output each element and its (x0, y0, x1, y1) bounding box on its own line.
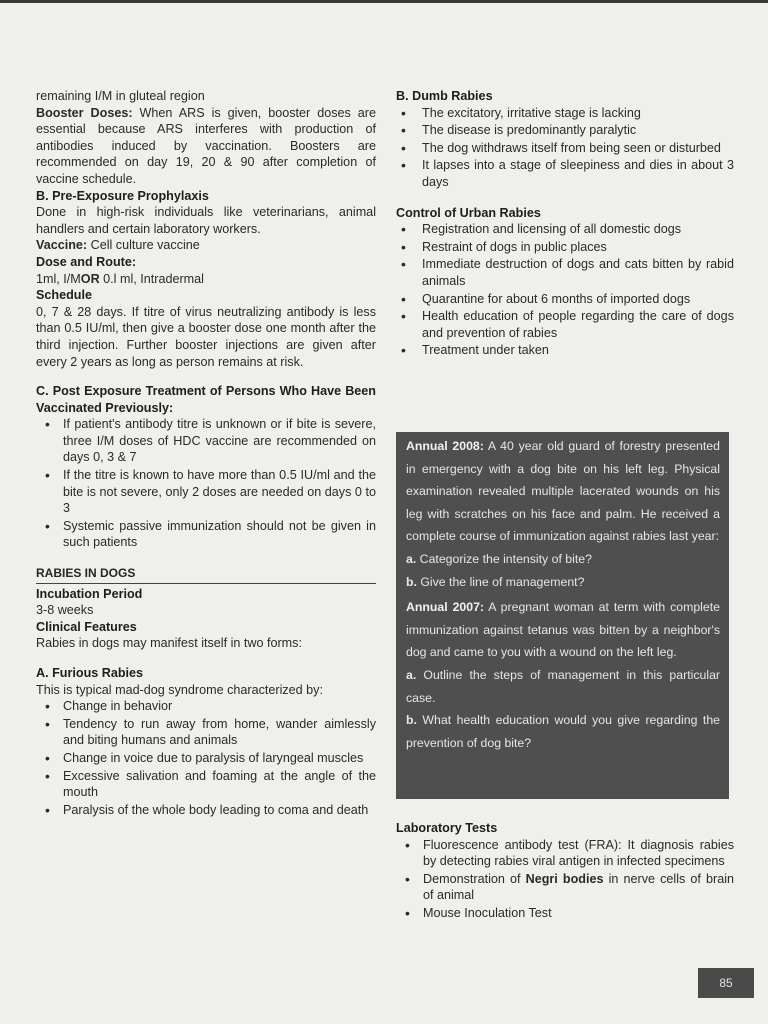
booster-paragraph (36, 105, 376, 188)
list-item: • Excessive salivation and foaming at the angle of the mouth (36, 768, 376, 801)
post-exposure-list (36, 416, 376, 551)
lab-tests-list (396, 837, 734, 922)
control-heading: Control of Urban Rabies (396, 205, 541, 220)
list-item: • Systemic passive immunization should not be given in such patients (36, 518, 376, 551)
rabies-dogs-section-title: RABIES IN DOGS (36, 565, 376, 584)
furious-list (36, 698, 376, 818)
vaccine-text: Cell culture vaccine (87, 238, 200, 253)
top-rule (0, 0, 768, 3)
list-item: • The disease is predominantly paralytic (396, 122, 734, 139)
subquestion-label: a. (406, 551, 417, 566)
furious-text: This is typical mad-dog syndrome characterized by: (36, 682, 323, 697)
schedule-heading: Schedule (36, 288, 92, 303)
booster-text: When ARS is given, booster doses are essential because ARS interferes with production of antibodies induced by vaccination. Boosters are recommended on day 19, 20 & 90 after completion of vaccine schedule. (36, 105, 377, 186)
subquestion-label: b. (406, 574, 417, 589)
list-item: • Tendency to run away from home, wander aimlessly and biting humans and animals (36, 716, 376, 749)
subquestion-text: Outline the steps of management in this particular case. (406, 667, 720, 705)
subquestion-label: b. (406, 713, 417, 728)
booster-label: Booster Doses: (36, 105, 133, 120)
post-exposure-heading: C. Post Exposure Treatment of Persons Who Have Been Vaccinated Previously: (36, 384, 376, 415)
list-item: • The dog withdraws itself from being seen or disturbed (396, 140, 734, 157)
list-item: • If patient's antibody titre is unknown or if bite is severe, three I/M doses of HDC vaccine are recommended on days 0, 3 & 7 (36, 416, 376, 466)
question-2008-b (406, 571, 720, 594)
subquestion-text: Give the line of management? (416, 574, 585, 589)
list-item: • Restraint of dogs in public places (396, 239, 734, 256)
left-column (36, 88, 376, 819)
negri-post: in nerve cells of brain of animal (423, 871, 734, 903)
question-year: Annual 2008: (406, 439, 484, 453)
list-item: • Fluorescence antibody test (FRA): It diagnosis rabies by detecting rabies viral antigen in infected specimens (396, 837, 734, 870)
subquestion-text: Categorize the intensity of bite? (416, 551, 592, 566)
clinical-heading: Clinical Features (36, 619, 137, 634)
list-item: • Mouse Inoculation Test (396, 905, 734, 922)
list-item: • Immediate destruction of dogs and cats bitten by rabid animals (396, 256, 734, 289)
question-2007 (406, 596, 720, 664)
question-2007-b (406, 709, 720, 754)
dose-heading: Dose and Route: (36, 254, 137, 269)
list-item: • The excitatory, irritative stage is lacking (396, 105, 734, 122)
dose-text (36, 271, 376, 288)
furious-heading: A. Furious Rabies (36, 666, 144, 680)
question-2008 (406, 435, 720, 548)
list-item: • If the titre is known to have more than 0.5 IU/ml and the bite is not severe, only 2 doses are needed on days 0 to 3 (36, 467, 376, 517)
dose-id: 0.l ml, Intradermal (99, 271, 204, 286)
schedule-text: 0, 7 & 28 days. If titre of virus neutralizing antibody is less than 0.5 IU/ml, then give a booster dose one month after the third injection. Further booster injections are given after every 2 years as long as person remains at risk. (36, 304, 376, 369)
dumb-rabies-list (396, 105, 734, 191)
subquestion-label: a. (406, 667, 417, 682)
pre-exposure-heading: B. Pre-Exposure Prophylaxis (36, 188, 209, 203)
exam-question-box (396, 432, 729, 799)
question-text: A pregnant woman at term with complete immunization against tetanus was bitten by a neighbor's dog and came to you with a wound on the left leg. (406, 600, 720, 660)
vaccine-line (36, 237, 376, 254)
dose-im: 1ml, I/M (36, 271, 81, 286)
subquestion-text: What health education would you give regarding the prevention of dog bite? (406, 713, 720, 750)
question-2007-a (406, 664, 720, 709)
page-number: 85 (698, 968, 754, 998)
incubation-heading: Incubation Period (36, 586, 143, 601)
right-column (396, 88, 734, 360)
list-item: • Health education of people regarding the care of dogs and prevention of rabies (396, 308, 734, 341)
incubation-text: 3-8 weeks (36, 603, 94, 618)
lab-tests-section (396, 820, 734, 923)
list-item: • Change in behavior (36, 698, 376, 715)
dose-or: OR (80, 271, 100, 286)
question-year: Annual 2007: (406, 600, 485, 615)
list-item: • It lapses into a stage of sleepiness and dies in about 3 days (396, 157, 734, 190)
lab-tests-heading: Laboratory Tests (396, 821, 498, 835)
negri-pre: Demonstration of (423, 871, 526, 886)
list-item: • Quarantine for about 6 months of imported dogs (396, 291, 734, 308)
list-item: • Paralysis of the whole body leading to coma and death (36, 802, 376, 819)
vaccine-label: Vaccine: (36, 238, 88, 253)
question-text: A 40 year old guard of forestry presented in emergency with a dog bite on his left leg. Physical examination revealed multiple lacerated wounds on his leg with scratches on his face and palm. He received a complete course of immunization against rabies last year: (406, 439, 720, 544)
question-2008-a (406, 548, 720, 571)
control-list (396, 221, 734, 359)
continuation-text: remaining I/M in gluteal region (36, 89, 205, 103)
dumb-rabies-heading: B. Dumb Rabies (396, 89, 493, 103)
list-item: • Registration and licensing of all domestic dogs (396, 221, 734, 238)
list-item: • Change in voice due to paralysis of laryngeal muscles (36, 750, 376, 767)
list-item (396, 871, 734, 904)
negri-bodies-term: Negri bodies (525, 871, 604, 886)
pre-exposure-text: Done in high-risk individuals like veterinarians, animal handlers and certain laboratory workers. (36, 205, 376, 236)
clinical-text: Rabies in dogs may manifest itself in two forms: (36, 636, 302, 651)
list-item: • Treatment under taken (396, 342, 734, 359)
